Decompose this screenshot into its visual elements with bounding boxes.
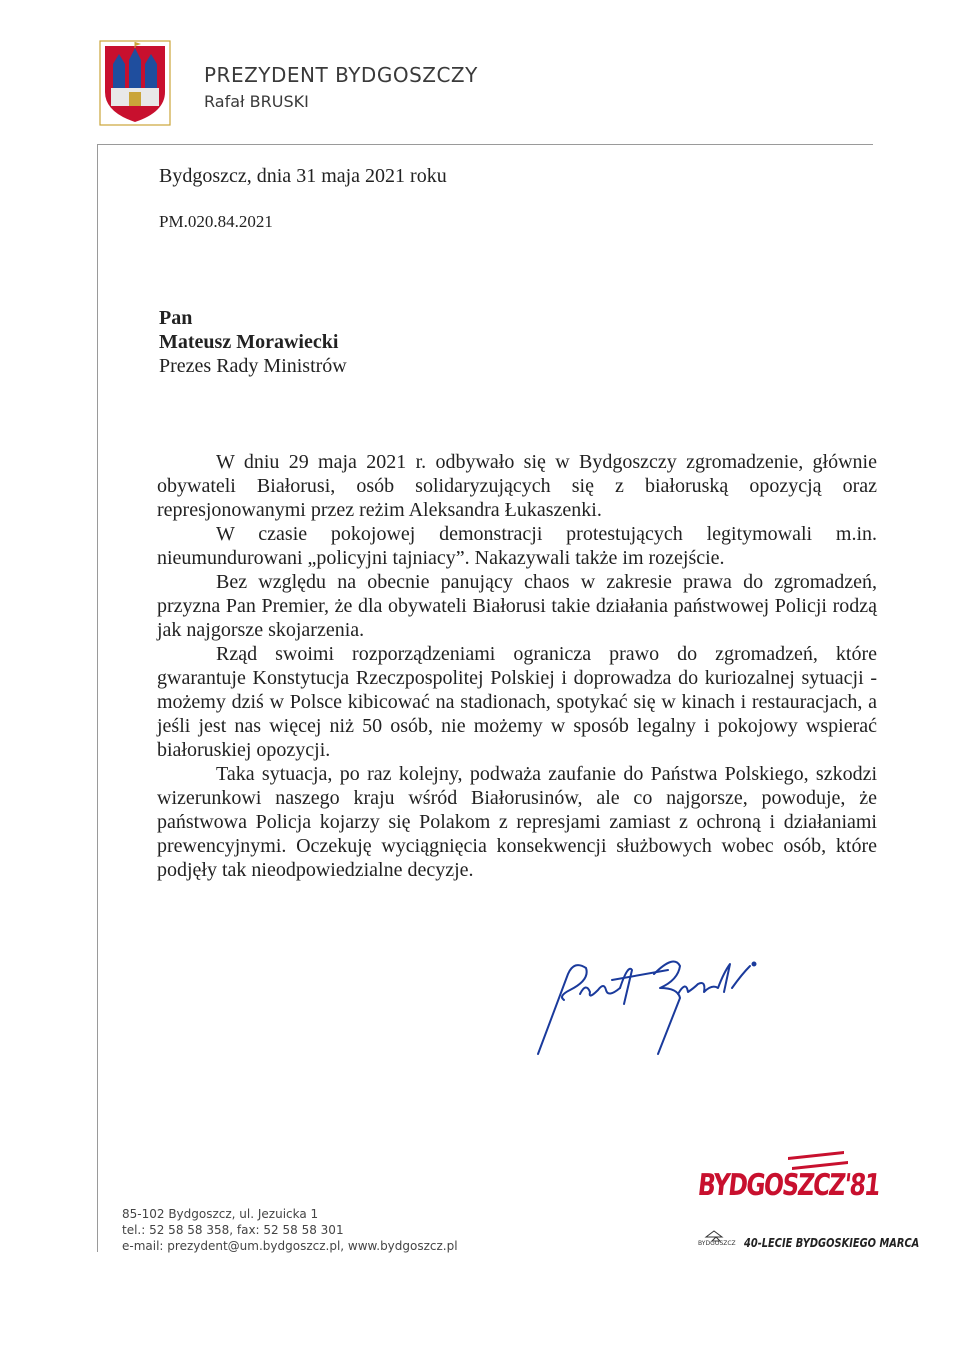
coat-of-arms-icon [99, 40, 171, 126]
anniversary-logo-mini: BYDGOSZCZ [698, 1240, 736, 1247]
anniversary-logo-caption: 40-LECIE BYDGOSKIEGO MARCA [744, 1236, 920, 1250]
paragraph-1: W dniu 29 maja 2021 r. odbywało się w Bydgoszczy zgromadzenie, głównie obywateli Białorusi, osób solidaryzujących się z białoruską opozycją oraz represjonowanymi przez reżim Aleksandra Łukaszenki. [157, 451, 877, 521]
addressee-name: Mateusz Morawiecki [159, 331, 339, 353]
anniversary-logo-text: BYDGOSZCZ'81 [696, 1168, 881, 1203]
header-name: Rafał BRUSKI [204, 92, 309, 111]
paragraph-4: Rząd swoimi rozporządzeniami ogranicza prawo do zgromadzeń, które gwarantuje Konstytucja Rzeczpospolitej Polskiej i doprowadza do kuriozalnej sytuacji - możemy dziś w Polsce kibicować na stadionach, spotykać się w kinach i restauracjach, a jeśli jest nas więcej niż 50 osób, nie możemy w sposób legalny i pokojowy wspierać białoruskiej opozycji. [157, 643, 877, 761]
footer-contact [122, 1206, 458, 1254]
signature-icon [528, 944, 778, 1064]
frame-top-line [97, 144, 873, 145]
footer-email: e-mail: prezydent@um.bydgoszcz.pl, www.bydgoszcz.pl [122, 1239, 458, 1253]
paragraph-5: Taka sytuacja, po raz kolejny, podważa zaufanie do Państwa Polskiego, szkodzi wizerunkowi naszego kraju wśród Białorusinów, ale co najgorsze, powoduje, że państwowa Policja kojarzy się Polakom z represjami zamiast z ochroną i działaniami prewencyjnymi. Oczekuję wyciągnięcia konsekwencji służbowych wobec osób, które podjęły tak nieodpowiedzialne decyzje. [157, 763, 877, 881]
header-title: PREZYDENT BYDGOSZCZY [204, 63, 478, 87]
addressee-block [159, 306, 347, 378]
addressee-salutation: Pan [159, 307, 193, 329]
letter-body [157, 450, 877, 882]
paragraph-3: Bez względu na obecnie panujący chaos w zakresie prawa do zgromadzeń, przyzna Pan Premier, że dla obywateli Białorusi takie działania państwowej Policji rodzą jak najgorsze skojarzenia. [157, 571, 877, 641]
paragraph-2: W czasie pokojowej demonstracji protestujących legitymowali m.in. nieumundurowani „policyjni tajniacy”. Nakazywali także im rozejście. [157, 523, 877, 569]
addressee-position: Prezes Rady Ministrów [159, 355, 347, 377]
letter-reference: PM.020.84.2021 [159, 212, 273, 231]
frame-left-line [97, 144, 98, 1252]
footer-address: 85-102 Bydgoszcz, ul. Jezuicka 1 [122, 1207, 319, 1221]
footer-phone: tel.: 52 58 58 358, fax: 52 58 58 301 [122, 1223, 344, 1237]
letter-date: Bydgoszcz, dnia 31 maja 2021 roku [159, 165, 447, 187]
